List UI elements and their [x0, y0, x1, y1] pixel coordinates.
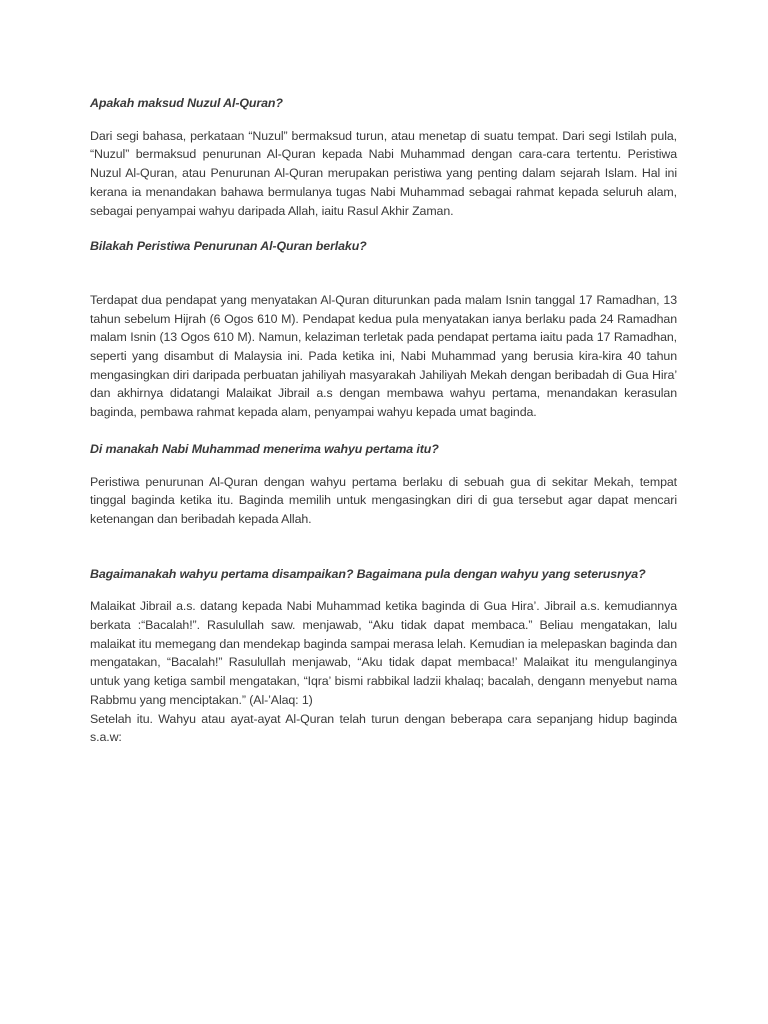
section-heading: Bagaimanakah wahyu pertama disampaikan? Bagaimana pula dengan wahyu yang seterusnya? [90, 566, 646, 581]
section-paragraph: Malaikat Jibrail a.s. datang kepada Nabi Muhammad ketika baginda di Gua Hira’. Jibrail a.s. kemudiannya berkata :“Bacalah!”. Rasulullah saw. menjawab, “Aku tidak dapat membaca.” Beliau mengatakan, lalu malaikat itu memegang dan mendekap baginda sampai merasa lelah. Kemudian ia melepaskan baginda dan mengatakan, “Bacalah!” Rasulullah menjawab, “Aku tidak dapat membaca!’ Malaikat itu mengulanginya untuk yang ketiga sambil mengatakan, “Iqra’ bismi rabbikal ladzii khalaq; bacalah, dengann menyebut nama Rabbmu yang menciptakan.” (Al-’Alaq: 1) [90, 599, 677, 707]
document-body [90, 94, 677, 747]
section-paragraph: Dari segi bahasa, perkataan “Nuzul” bermaksud turun, atau menetap di suatu tempat. Dari segi Istilah pula, “Nuzul” bermaksud penurunan Al-Quran kepada Nabi Muhammad dengan cara-cara tertentu. Peristiwa Nuzul Al-Quran, atau Penurunan Al-Quran merupakan peristiwa yang penting dalam sejarah Islam. Hal ini kerana ia menandakan bahawa bermulanya tugas Nabi Muhammad sebagai rahmat kepada seluruh alam, sebagai penyampai wahyu daripada Allah, iaitu Rasul Akhir Zaman. [90, 128, 677, 218]
section-heading: Di manakah Nabi Muhammad menerima wahyu pertama itu? [90, 441, 439, 456]
section-paragraph: Peristiwa penurunan Al-Quran dengan wahyu pertama berlaku di sebuah gua di sekitar Mekah, tempat tinggal baginda ketika itu. Baginda memilih untuk mengasingkan diri di gua tersebut agar dapat mencari ketenangan dan beribadah kepada Allah. [90, 474, 677, 526]
section-paragraph: Setelah itu. Wahyu atau ayat-ayat Al-Quran telah turun dengan beberapa cara sepanjang hidup baginda s.a.w: [90, 711, 677, 745]
section-heading: Apakah maksud Nuzul Al-Quran? [90, 96, 283, 110]
section-heading: Bilakah Peristiwa Penurunan Al-Quran berlaku? [90, 239, 367, 254]
section-paragraph: Terdapat dua pendapat yang menyatakan Al-Quran diturunkan pada malam Isnin tanggal 17 Ramadhan, 13 tahun sebelum Hijrah (6 Ogos 610 M). Pendapat kedua pula menyatakan ianya berlaku pada 24 Ramadhan malam Isnin (13 Ogos 610 M). Namun, kelaziman terletak pada pendapat pertama iaitu pada 17 Ramadhan, seperti yang disambut di Malaysia ini. Pada ketika ini, Nabi Muhammad yang berusia kira-kira 40 tahun mengasingkan diri daripada perbuatan jahiliyah masyarakah Jahiliyah Mekah dengan beribadah di Gua Hira’ dan akhirnya didatangi Malaikat Jibrail a.s dengan membawa wahyu pertama, menandakan kerasulan baginda, pembawa rahmat kepada alam, penyampai wahyu kepada umat baginda. [90, 292, 677, 420]
